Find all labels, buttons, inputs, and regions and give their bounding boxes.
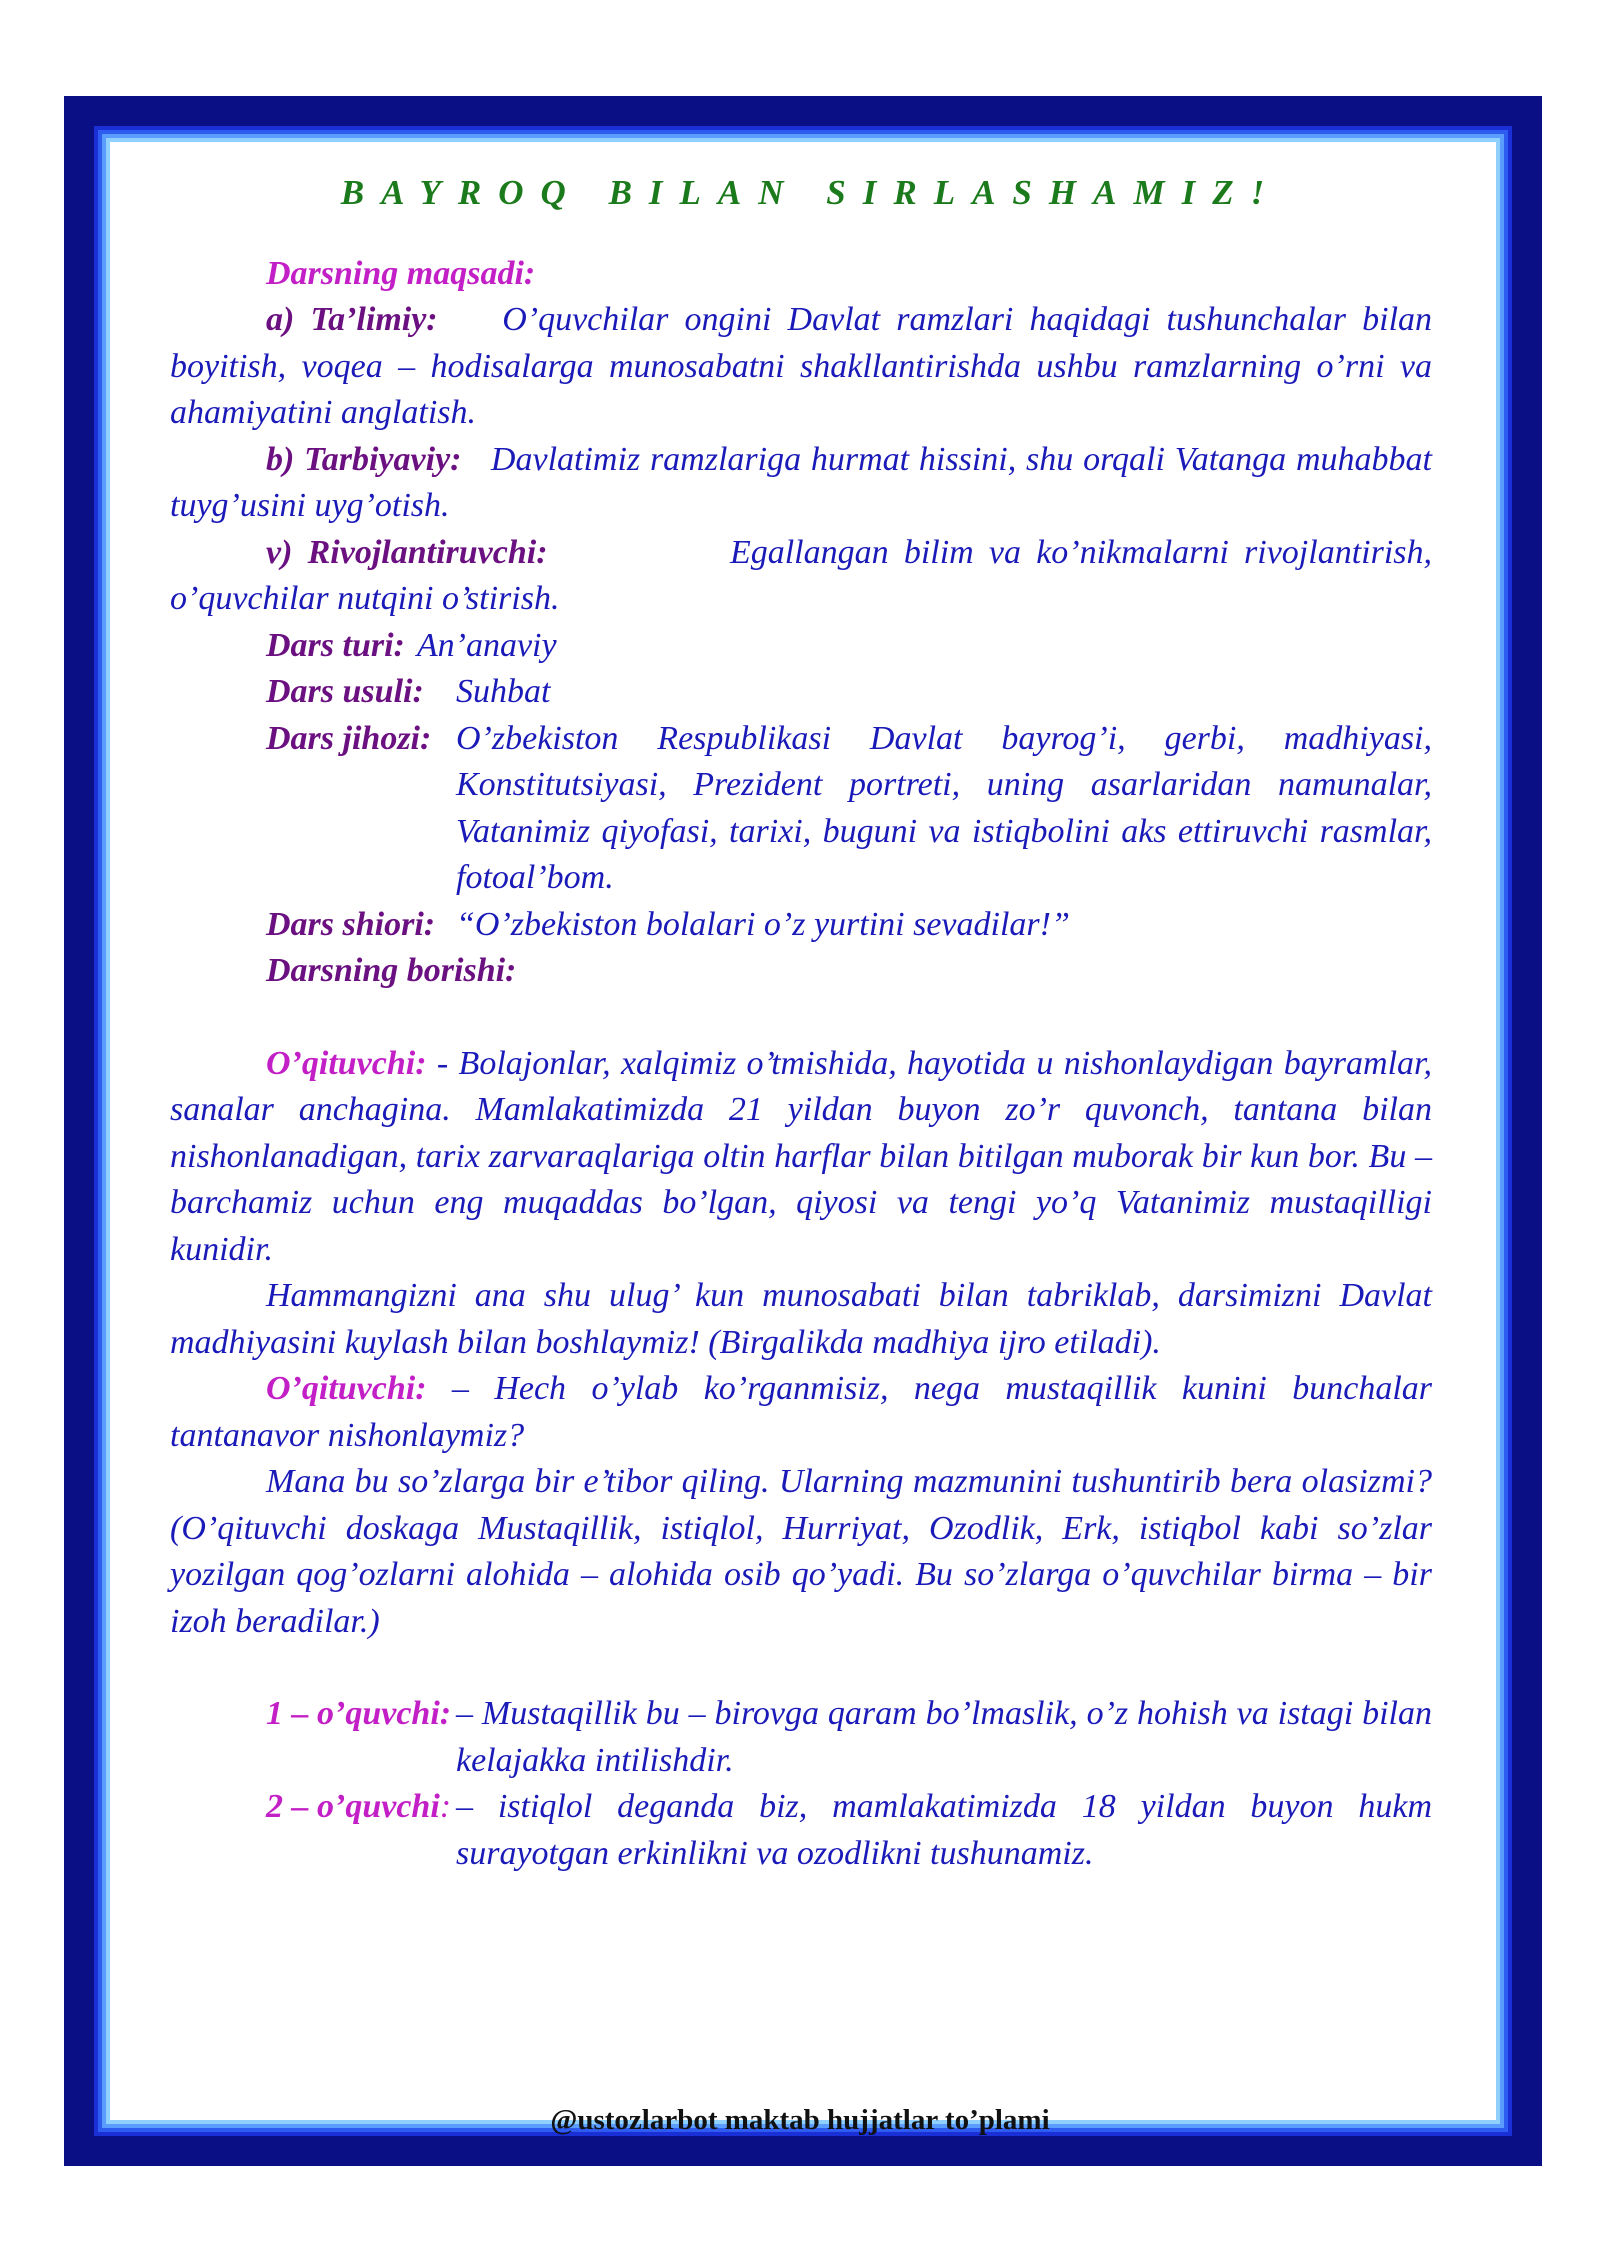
- student-1-text: – Mustaqillik bu – birovga qaram bo’lmaslik, o’z hohish va istagi bilan kelajakka intilishdir.: [456, 1695, 1432, 1779]
- teacher-text-2: – Hech o’ylab ko’rganmisiz, nega mustaqillik kunini bunchalar tantanavor nishonlaymiz?: [170, 1370, 1432, 1454]
- teacher-label: O’qituvchi:: [266, 1044, 427, 1082]
- document-body: [170, 170, 1432, 1877]
- lesson-type-label: Dars turi:: [266, 626, 405, 664]
- teacher-paragraph-1: [170, 1041, 1432, 1274]
- lesson-method-value: Suhbat: [456, 673, 551, 710]
- progress-heading: Darsning borishi:: [266, 952, 517, 989]
- goal-v-label: v) Rivojlantiruvchi:: [266, 533, 548, 571]
- goal-b-text: Davlatimiz ramzlariga hurmat hissini, shu orqali Vatanga muhabbat tuyg’usini uyg’otish.: [170, 440, 1432, 524]
- goals-heading: Darsning maqsadi:: [266, 254, 536, 292]
- paragraph-3: Mana bu so’zlarga bir e’tibor qiling. Ularning mazmunini tushuntirib bera olasizmi? (O’qituvchi doskaga Mustaqillik, istiqlol, Hurriyat, Ozodlik, Erk, istiqbol kabi so’zlar yozilgan qog’ozlarni alohida – alohida osib qo’yadi. Bu so’zlarga o’quvchilar birma – bir izoh beradilar.): [170, 1463, 1432, 1640]
- lesson-motto-label: Dars shiori:: [266, 905, 436, 943]
- paragraph-2: Hammangizni ana shu ulug’ kun munosabati bilan tabriklab, darsimizni Davlat madhiyasini kuylash bilan boshlaymiz! (Birgalikda madhiya ijro etiladi).: [170, 1277, 1432, 1361]
- student-2-row: [170, 1784, 1432, 1877]
- teacher-paragraph-2: [170, 1366, 1432, 1459]
- goal-a-text: O’quvchilar ongini Davlat ramzlari haqidagi tushunchalar bilan boyitish, voqea – hodisalarga munosabatni shakllantirishda ushbu ramzlarning o’rni va ahamiyatini anglatish.: [170, 301, 1433, 431]
- lesson-equipment-row: [170, 716, 1432, 902]
- lesson-method-label: Dars usuli:: [266, 673, 424, 710]
- lesson-motto-value: “O’zbekiston bolalari o’z yurtini sevadilar!”: [456, 905, 1070, 943]
- student-1-label: 1 – o’quvchi:: [266, 1695, 452, 1732]
- student-2-label: 2 – o’quvchi: [266, 1788, 440, 1825]
- goal-a: [170, 297, 1432, 437]
- lesson-equipment-value: O’zbekiston Respublikasi Davlat bayrog’i, gerbi, madhiyasi, Konstitutsiyasi, Prezident portreti, uning asarlaridan namunalar, Vatanimiz qiyofasi, tarixi, buguni va istiqbolini aks ettiruvchi rasmlar, fotoal’bom.: [456, 719, 1432, 896]
- goal-b-label: b) Tarbiyaviy:: [266, 440, 462, 478]
- teacher-label-2: O’qituvchi:: [266, 1370, 427, 1407]
- lesson-method-row: [170, 669, 1432, 716]
- teacher-text-1: - Bolajonlar, xalqimiz o’tmishida, hayotida u nishonlaydigan bayramlar, sanalar anchagina. Mamlakatimizda 21 yildan buyon zo’r quvonch, tantana bilan nishonlanadigan, tarix zarvaraqlariga oltin harflar bilan bitilgan muborak bir kun bor. Bu – barchamiz uchun eng muqaddas bo’lgan, qiyosi va tengi yo’q Vatanimiz mustaqilligi kunidir.: [170, 1044, 1432, 1268]
- student-1-row: [170, 1691, 1432, 1784]
- goal-a-label: a) Ta’limiy:: [266, 301, 438, 338]
- goal-v: [170, 530, 1432, 623]
- lesson-type-row: [170, 623, 1432, 670]
- footer-text: @ustozlarbot maktab hujjatlar to’plami: [550, 2104, 1050, 2136]
- lesson-type-value: An’anaviy: [416, 626, 557, 664]
- lesson-motto-row: [170, 902, 1432, 949]
- goal-b: [170, 437, 1432, 530]
- student-2-text: – istiqlol deganda biz, mamlakatimizda 18 yildan buyon hukm surayotgan erkinlikni va ozodlikni tushunamiz.: [456, 1788, 1432, 1872]
- goal-v-text: Egallangan bilim va ko’nikmalarni rivojlantirish, o’quvchilar nutqini o’stirish.: [170, 533, 1432, 617]
- student-2-colon: :: [439, 1788, 452, 1825]
- lesson-equipment-label: Dars jihozi:: [266, 719, 432, 757]
- page-title: BAYROQ BILAN SIRLASHAMIZ!: [340, 173, 1282, 212]
